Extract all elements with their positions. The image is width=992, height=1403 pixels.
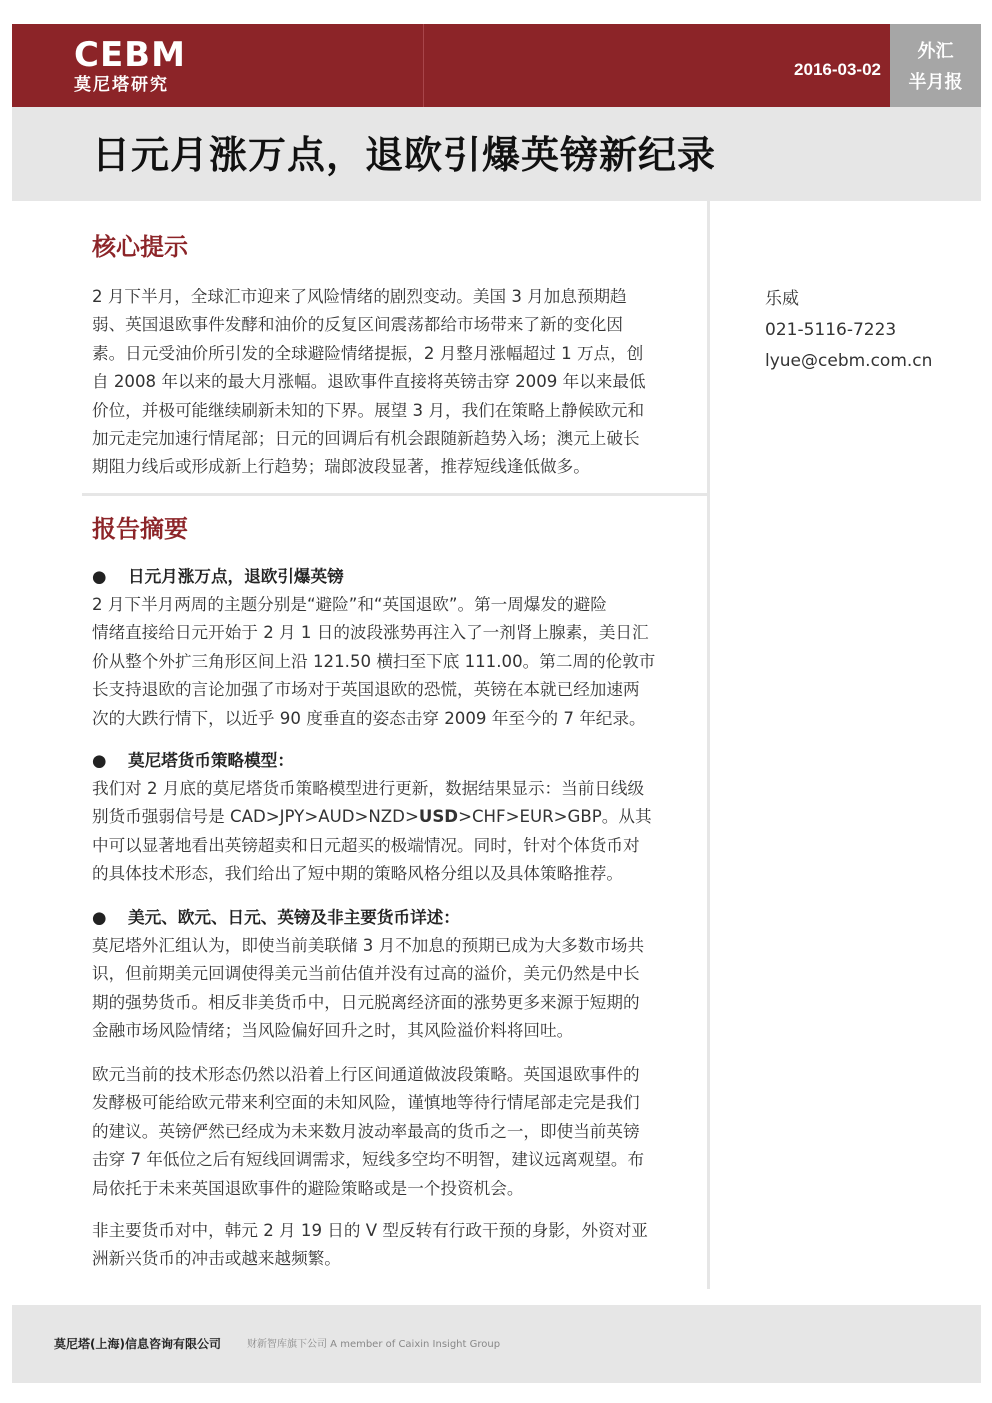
- paragraph-line: 发酵极可能给欧元带来利空面的未知风险，谨慎地等待行情尾部走完是我们: [92, 1093, 640, 1113]
- bullet-line: 识，但前期美元回调使得美元当前估值并没有过高的溢价，美元仍然是中长: [92, 964, 640, 984]
- page-title: 日元月涨万点，退欧引爆英镑新纪录: [92, 133, 717, 177]
- analyst-phone: 021-5116-7223: [765, 320, 897, 340]
- paragraph-line: 欧元当前的技术形态仍然以沿着上行区间通道做波段策略。英国退欧事件的: [92, 1065, 640, 1084]
- column-divider: [707, 201, 710, 1289]
- core-line: 2 月下半月，全球汇市迎来了风险情绪的剧烈变动。美国 3 月加息预期趋: [92, 287, 627, 306]
- cebm-logo: [74, 35, 186, 96]
- bullet-paragraph: [92, 591, 702, 733]
- bullet-paragraph: [92, 932, 702, 1046]
- section-divider: [82, 493, 707, 496]
- analyst-contact: [765, 284, 932, 377]
- bullet-dot-icon: ●: [92, 751, 107, 770]
- header-divider: [423, 24, 424, 107]
- ranking-usd: USD: [418, 807, 459, 827]
- paragraph-line: 局依托于未来英国退欧事件的避险策略或是一个投资机会。: [92, 1178, 524, 1198]
- ranking-prefix: 别货币强弱信号是 CAD>JPY>AUD>NZD>: [92, 807, 419, 827]
- bullet-line: 2 月下半月两周的主题分别是“避险”和“英国退欧”。第一周爆发的避险: [92, 595, 607, 614]
- bullet-dot-icon: ●: [92, 908, 107, 927]
- bullet-title: 莫尼塔货币策略模型：: [128, 751, 294, 770]
- core-line: 素。日元受油价所引发的全球避险情绪提振，2 月整月涨幅超过 1 万点，创: [92, 343, 644, 363]
- core-line: 期阻力线后或形成新上行趋势；瑞郎波段显著，推荐短线逢低做多。: [92, 457, 590, 477]
- bullet-line: 我们对 2 月底的莫尼塔货币策略模型进行更新，数据结果显示：当前日线级: [92, 779, 645, 798]
- report-category: [890, 36, 981, 98]
- paragraph-line: 击穿 7 年低位之后有短线回调需求，短线多空均不明智，建议远离观望。布: [92, 1150, 645, 1170]
- paragraph-line: 洲新兴货币的冲击或越来越频繁。: [92, 1249, 341, 1269]
- bullet-paragraph: [92, 775, 702, 889]
- footer-bar: [12, 1305, 981, 1383]
- currency-ranking-line: [92, 803, 702, 831]
- core-line: 加元走完加速行情尾部；日元的回调后有机会跟随新趋势入场；澳元上破长: [92, 429, 640, 449]
- bullet-line: 金融市场风险情绪；当风险偏好回升之时，其风险溢价料将回吐。: [92, 1021, 574, 1041]
- paragraph-line: 的建议。英镑俨然已经成为未来数月波动率最高的货币之一，即使当前英镑: [92, 1121, 640, 1141]
- bullet-line: 期的强势货币。相反非美货币中，日元脱离经济面的涨势更多来源于短期的: [92, 992, 640, 1012]
- euro-gbp-paragraph: [92, 1061, 702, 1203]
- footer-tagline: 财新智库旗下公司 A member of Caixin Insight Group: [247, 1339, 501, 1350]
- section-divider-gap: [12, 493, 82, 496]
- core-line: 自 2008 年以来的最大月涨幅。退欧事件直接将英镑击穿 2009 年以来最低: [92, 372, 646, 392]
- category-line-2: 半月报: [908, 72, 963, 93]
- paragraph-line: 非主要货币对中，韩元 2 月 19 日的 V 型反转有行政干预的身影，外资对亚: [92, 1221, 648, 1240]
- core-line: 价位，并极可能继续刷新未知的下界。展望 3 月，我们在策略上静候欧元和: [92, 400, 645, 420]
- bullet-line: 价从整个外扩三角形区间上沿 121.50 横扫至下底 111.00。第二周的伦敦市: [92, 651, 656, 671]
- bullet-dot-icon: ●: [92, 567, 107, 586]
- core-heading: 核心提示: [92, 233, 188, 261]
- bullet-title: 日元月涨万点，退欧引爆英镑: [128, 567, 344, 586]
- footer-company-name: 莫尼塔(上海)信息咨询有限公司: [54, 1337, 221, 1351]
- summary-heading: 报告摘要: [92, 515, 188, 543]
- title-band: [12, 107, 981, 201]
- core-line: 弱、英国退欧事件发酵和油价的反复区间震荡都给市场带来了新的变化因: [92, 315, 623, 335]
- bullet-line: 中可以显著地看出英镑超卖和日元超买的极端情况。同时，针对个体货币对: [92, 835, 640, 855]
- header-bar: [12, 24, 981, 107]
- minor-currency-paragraph: [92, 1217, 702, 1274]
- logo-mark: CEBM: [74, 35, 186, 75]
- bullet-line: 的具体技术形态，我们给出了短中期的策略风格分组以及具体策略推荐。: [92, 864, 623, 884]
- analyst-email[interactable]: lyue@cebm.com.cn: [765, 351, 933, 371]
- bullet-line: 次的大跌行情下，以近乎 90 度垂直的姿态击穿 2009 年至今的 7 年纪录。: [92, 708, 646, 728]
- bullet-line: 情绪直接给日元开始于 2 月 1 日的波段涨势再注入了一剂肾上腺素，美日汇: [92, 623, 649, 643]
- bullet-title: 美元、欧元、日元、英镑及非主要货币详述：: [128, 908, 460, 927]
- ranking-suffix: >CHF>EUR>GBP。从其: [458, 807, 652, 827]
- analyst-name: 乐威: [765, 289, 799, 309]
- core-paragraph: [92, 283, 702, 482]
- logo-chinese-name: 莫尼塔研究: [74, 75, 169, 95]
- category-line-1: 外汇: [917, 41, 954, 62]
- report-date: 2016-03-02: [794, 60, 881, 79]
- bullet-line: 长支持退欧的言论加强了市场对于英国退欧的恐慌，英镑在本就已经加速两: [92, 680, 640, 700]
- bullet-line: 莫尼塔外汇组认为，即使当前美联储 3 月不加息的预期已成为大多数市场共: [92, 936, 645, 955]
